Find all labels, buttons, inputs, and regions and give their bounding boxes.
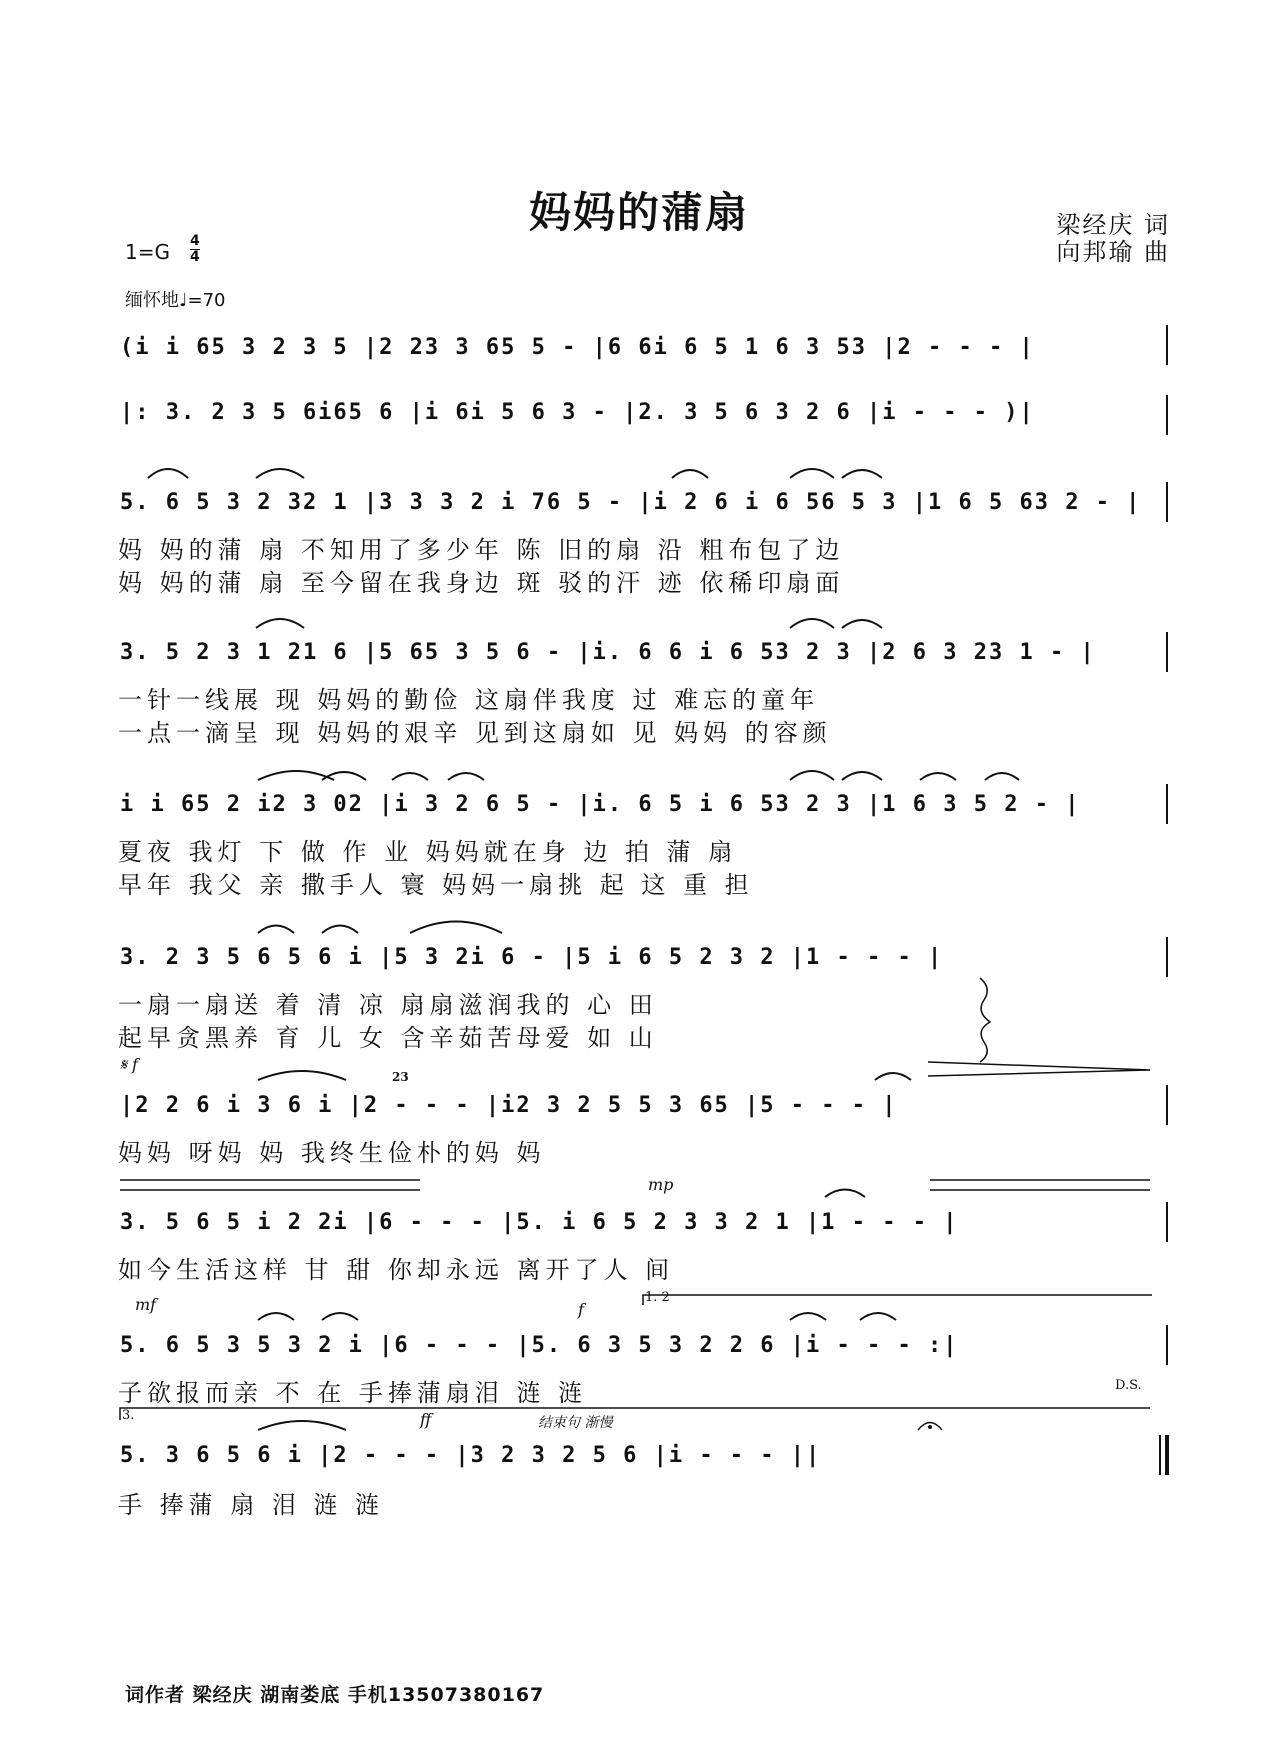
slur xyxy=(410,922,502,934)
dal-segno-mark: D.S. xyxy=(1115,1378,1142,1393)
slur xyxy=(322,926,358,934)
time-signature-top: 4 xyxy=(190,233,200,249)
mezzo-piano-mark: mp xyxy=(648,1175,674,1194)
slur xyxy=(256,469,304,478)
slur xyxy=(322,772,366,780)
volta-bracket-1-2 xyxy=(643,1295,1152,1305)
lyric-line-4-verse-1: 一针一线展 现 妈妈的勤俭 这扇伴我度 过 难忘的童年 xyxy=(118,686,820,714)
volta-1-2: 1. 2 xyxy=(645,1290,670,1305)
slur xyxy=(790,1313,826,1320)
tempo-marking: 缅怀地♩=70 xyxy=(125,290,226,311)
lyric-line-8: 如今生活这样 甘 甜 你却永远 离开了人 间 xyxy=(118,1256,675,1284)
mezzo-forte-mark: mf xyxy=(135,1295,157,1314)
lyric-line-9: 子欲报而亲 不 在 手捧蒲扇泪 涟 涟 xyxy=(118,1379,588,1407)
grace-notes: 23 xyxy=(392,1070,409,1084)
slur xyxy=(258,926,294,934)
lyric-line-3-verse-2: 妈 妈的蒲 扇 至今留在我身边 斑 驳的汗 迹 依稀印扇面 xyxy=(118,569,845,597)
slur xyxy=(790,771,834,780)
notation-line-1: (i i 65 3 2 3 5 |2 23 3 65 5 - |6 6i 6 5 1 6 3 53 |2 - - - | xyxy=(120,335,1035,360)
time-signature-bottom: 4 xyxy=(190,249,200,265)
slur xyxy=(790,619,834,628)
notation-line-2: |: 3. 2 3 5 6i65 6 |i 6i 5 6 3 - |2. 3 5 6 3 2 6 |i - - - )| xyxy=(120,400,1035,425)
fortissimo-mark: ff xyxy=(420,1410,432,1429)
volta-bracket-3 xyxy=(120,1408,1150,1420)
song-title: 妈妈的蒲扇 xyxy=(528,188,749,237)
notation-line-9: 5. 6 5 3 5 3 2 i |6 - - - |5. 6 3 5 3 2 2 6 |i - - - :| xyxy=(120,1333,959,1358)
lyric-line-5-verse-1: 夏夜 我灯 下 做 作 业 妈妈就在身 边 拍 蒲 扇 xyxy=(118,838,738,866)
lyric-line-7: 妈妈 呀妈 妈 我终生俭朴的妈 妈 xyxy=(118,1139,546,1167)
key-signature: 1=G xyxy=(125,240,170,264)
slur xyxy=(842,470,882,478)
slur xyxy=(985,773,1019,780)
forte-mark: f xyxy=(578,1300,584,1319)
slur xyxy=(790,469,834,478)
notation-line-5: i i 65 2 i2 3 02 |i 3 2 6 5 - |i. 6 5 i 6 53 2 3 |1 6 3 5 2 - | xyxy=(120,792,1081,817)
hairpin xyxy=(928,1062,1150,1076)
slur xyxy=(322,1313,358,1320)
notation-line-3: 5. 6 5 3 2 32 1 |3 3 3 2 i 76 5 - |i 2 6 i 6 56 5 3 |1 6 5 63 2 - | xyxy=(120,490,1142,515)
ending-tempo-mark: 结束句 渐慢 xyxy=(538,1415,613,1431)
slur xyxy=(258,1313,294,1320)
slur xyxy=(258,1421,346,1430)
slur xyxy=(860,1313,896,1320)
slur xyxy=(672,470,708,478)
lyric-line-10: 手 捧蒲 扇 泪 涟 涟 xyxy=(118,1491,385,1519)
notation-line-10: 5. 3 6 5 6 i |2 - - - |3 2 3 2 5 6 |i - - - || xyxy=(120,1443,822,1468)
notation-line-4: 3. 5 2 3 1 21 6 |5 65 3 5 6 - |i. 6 6 i 6 53 2 3 |2 6 3 23 1 - | xyxy=(120,640,1096,665)
notation-line-8: 3. 5 6 5 i 2 2i |6 - - - |5. i 6 5 2 3 3 2 1 |1 - - - | xyxy=(120,1210,959,1235)
lyric-line-5-verse-2: 早年 我父 亲 撒手人 寰 妈妈一扇挑 起 这 重 担 xyxy=(118,871,754,899)
lyric-line-4-verse-2: 一点一滴呈 现 妈妈的艰辛 见到这扇如 见 妈妈 的容颜 xyxy=(118,719,832,747)
volta-3: 3. xyxy=(122,1408,135,1423)
slur xyxy=(392,773,428,780)
composer-credit: 向邦瑜 曲 xyxy=(1056,238,1170,266)
slur xyxy=(448,773,484,780)
slur xyxy=(256,619,304,628)
notation-line-6: 3. 2 3 5 6 5 6 i |5 3 2i 6 - |5 i 6 5 2 3 2 |1 - - - | xyxy=(120,945,944,970)
slur xyxy=(875,1073,911,1080)
slur xyxy=(842,772,882,780)
slur xyxy=(825,1190,865,1198)
slur xyxy=(842,620,882,628)
verse-brace xyxy=(980,978,990,1062)
lyric-line-6-verse-2: 起早贪黑养 育 儿 女 含辛茹苦母爱 如 山 xyxy=(118,1024,658,1052)
lyricist-credit: 梁经庆 词 xyxy=(1056,211,1170,239)
footer-contact: 词作者 梁经庆 湖南娄底 手机13507380167 xyxy=(125,1684,545,1706)
notation-line-7: |2 2 6 i 3 6 i |2 - - - |i2 3 2 5 5 3 65 |5 - - - | xyxy=(120,1093,898,1118)
slur xyxy=(258,1071,346,1080)
slur xyxy=(920,773,956,780)
segno-forte-mark: 𝄋 f xyxy=(120,1055,138,1074)
fermata-dot xyxy=(928,1425,932,1429)
slur xyxy=(148,469,188,478)
lyric-line-3-verse-1: 妈 妈的蒲 扇 不知用了多少年 陈 旧的扇 沿 粗布包了边 xyxy=(118,536,845,564)
lyric-line-6-verse-1: 一扇一扇送 着 清 凉 扇扇滋润我的 心 田 xyxy=(118,991,658,1019)
